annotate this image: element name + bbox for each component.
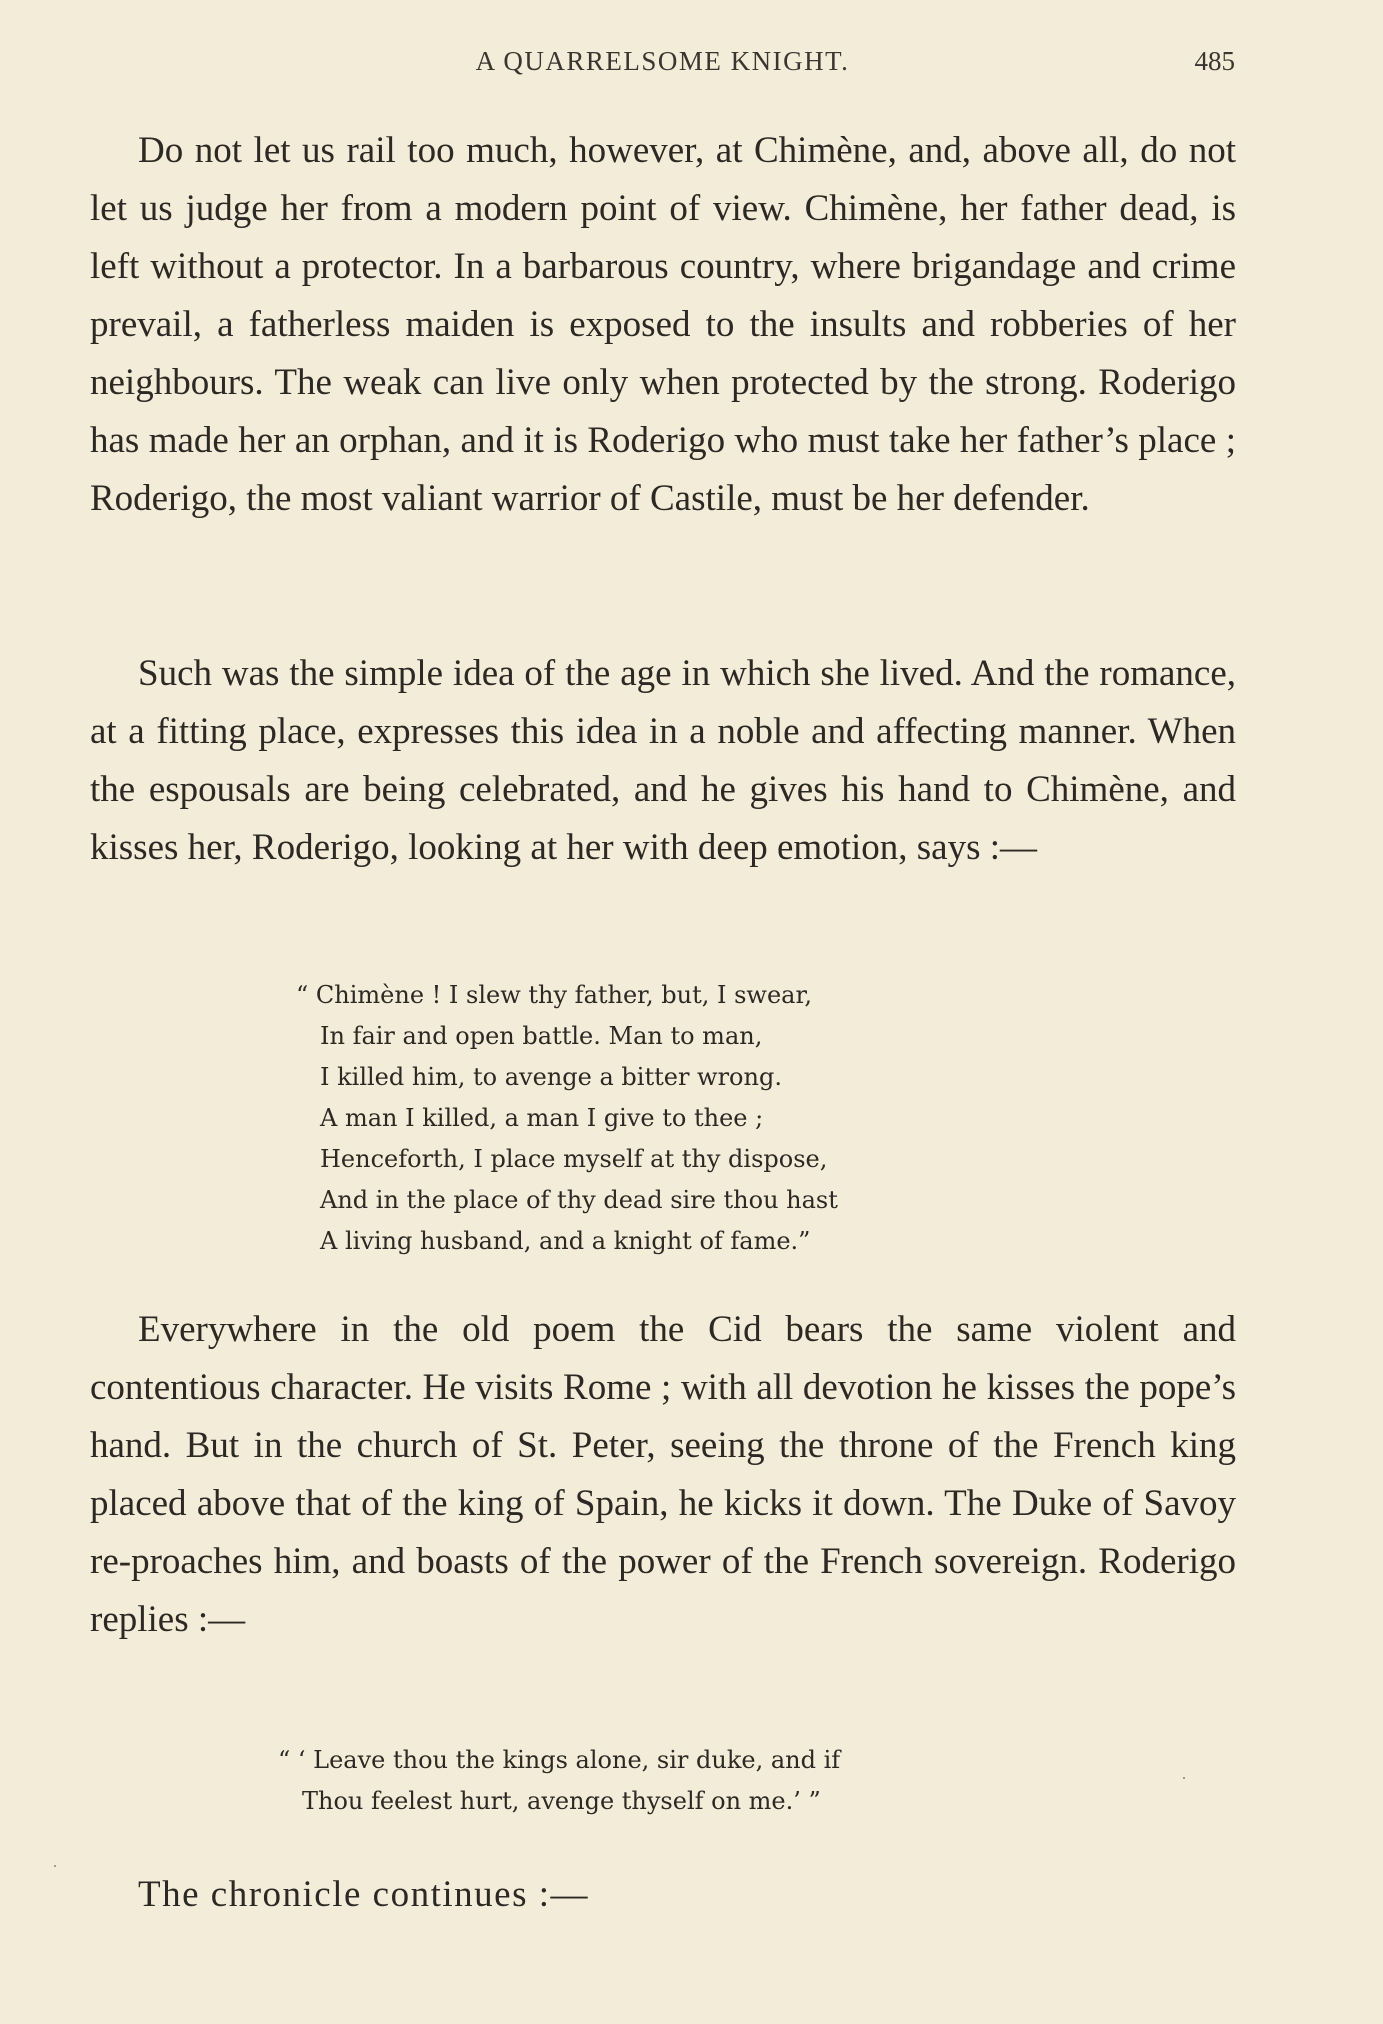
verse-line: “ Chimène ! I slew thy father, but, I swear, [296,981,812,1009]
paragraph-3: Everywhere in the old poem the Cid bears the same violent and contentious character. He visits Rome ; with all devotion he kisses the pope’s hand. But in the church of St. Peter, seeing the throne of the French king placed above that of the king of Spain, he kicks it down. The Duke of Savoy re-proaches him, and boasts of the power of the French sovereign. Roderigo replies :— [90,1309,1236,1640]
page-speck [54,1865,56,1867]
paragraph-1: Do not let us rail too much, however, at Chimène, and, above all, do not let us judge her from a modern point of view. Chimène, her father dead, is left without a protector. In a barbarous country, where brigandage and crime prevail, a fatherless maiden is exposed to the insults and robberies of her neighbours. The weak can live only when protected by the strong. Roderigo has made her an orphan, and it is Roderigo who must take her father’s place ; Roderigo, the most valiant warrior of Castile, must be her defender. [90,130,1236,519]
verse-line: And in the place of thy dead sire thou hast [320,1186,838,1214]
paragraph-1-block [90,122,1236,528]
verse-block-1 [296,975,838,1262]
paragraph-4-block [90,1866,1236,1924]
paragraph-3-block [90,1301,1236,1649]
verse-line: A man I killed, a man I give to thee ; [320,1104,764,1132]
paragraph-4: The chronicle continues :— [138,1874,590,1915]
verse-line: Thou feelest hurt, avenge thyself on me.’ ” [302,1787,821,1815]
paragraph-2: Such was the simple idea of the age in which she lived. And the romance, at a fitting place, expresses this idea in a noble and affecting manner. When the espousals are being celebrated, and he gives his hand to Chimène, and kisses her, Roderigo, looking at her with deep emotion, says :— [90,653,1236,868]
verse-line: A living husband, and a knight of fame.” [320,1227,811,1255]
verse-line: In fair and open battle. Man to man, [320,1022,763,1050]
verse-line: “ ‘ Leave thou the kings alone, sir duke, and if [278,1746,841,1774]
verse-line: Henceforth, I place myself at thy dispose, [320,1145,828,1173]
running-head [90,46,1235,86]
page-number: 485 [1194,46,1235,76]
verse-block-2 [278,1740,840,1822]
page-speck [1183,1777,1185,1779]
running-title: A QUARRELSOME KNIGHT. [475,46,850,76]
verse-line: I killed him, to avenge a bitter wrong. [320,1063,782,1091]
paragraph-2-block [90,645,1236,877]
